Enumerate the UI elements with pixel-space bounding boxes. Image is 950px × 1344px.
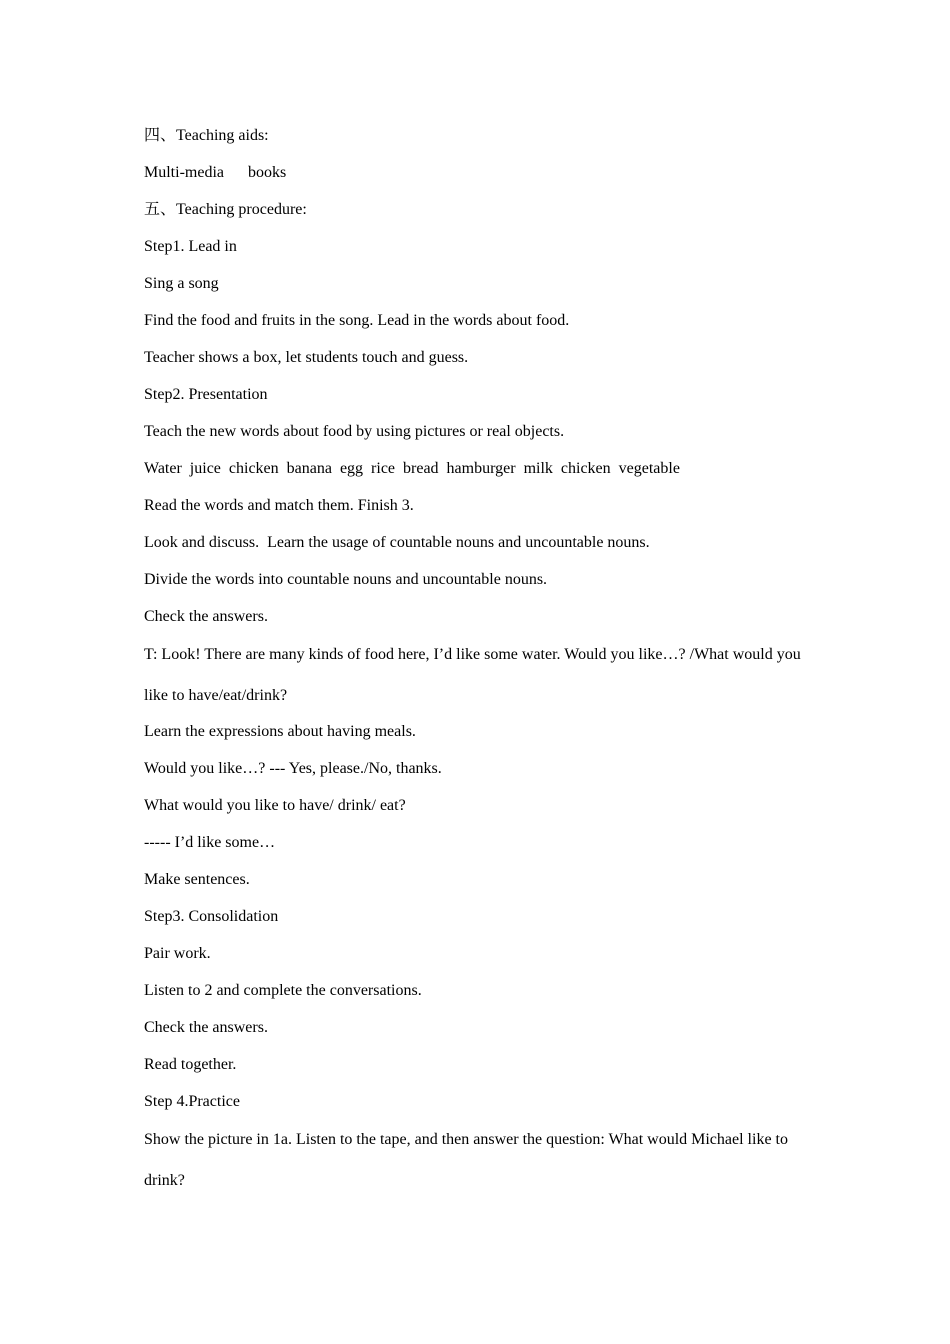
text-line: Multi-media books (144, 164, 287, 181)
text-line: Divide the words into countable nouns and uncountable nouns. (144, 571, 548, 588)
text-paragraph: Show the picture in 1a. Listen to the tape, and then answer the question: What would Michael like to drink? (144, 1131, 788, 1189)
text-line: Make sentences. (144, 871, 250, 888)
step-heading: Step2. Presentation (144, 386, 268, 403)
text-line: Listen to 2 and complete the conversations. (144, 982, 422, 999)
text-line: Check the answers. (144, 1019, 268, 1036)
section-heading-teaching-procedure: 五、Teaching procedure: (144, 201, 307, 218)
section-heading-teaching-aids: 四、Teaching aids: (144, 127, 269, 144)
text-line: What would you like to have/ drink/ eat? (144, 797, 406, 814)
document-body (144, 124, 814, 1205)
text-line: Pair work. (144, 945, 211, 962)
word-list: Water juice chicken banana egg rice bread hamburger milk chicken vegetable (144, 460, 680, 477)
step-heading: Step3. Consolidation (144, 908, 279, 925)
text-paragraph: T: Look! There are many kinds of food here, I’d like some water. Would you like…? /What would you like to have/eat/drink? (144, 646, 801, 704)
text-line: Read together. (144, 1056, 237, 1073)
text-line: Teach the new words about food by using pictures or real objects. (144, 423, 565, 440)
text-line: Teacher shows a box, let students touch and guess. (144, 349, 469, 366)
text-line: Look and discuss. Learn the usage of countable nouns and uncountable nouns. (144, 534, 650, 551)
text-line: Would you like…? --- Yes, please./No, thanks. (144, 760, 442, 777)
text-line: Check the answers. (144, 608, 268, 625)
text-line: Sing a song (144, 275, 219, 292)
text-line: Learn the expressions about having meals. (144, 723, 416, 740)
text-line: Read the words and match them. Finish 3. (144, 497, 414, 514)
text-line: ----- I’d like some… (144, 834, 276, 851)
step-heading: Step1. Lead in (144, 238, 237, 255)
text-line: Find the food and fruits in the song. Lead in the words about food. (144, 312, 570, 329)
step-heading: Step 4.Practice (144, 1093, 240, 1110)
